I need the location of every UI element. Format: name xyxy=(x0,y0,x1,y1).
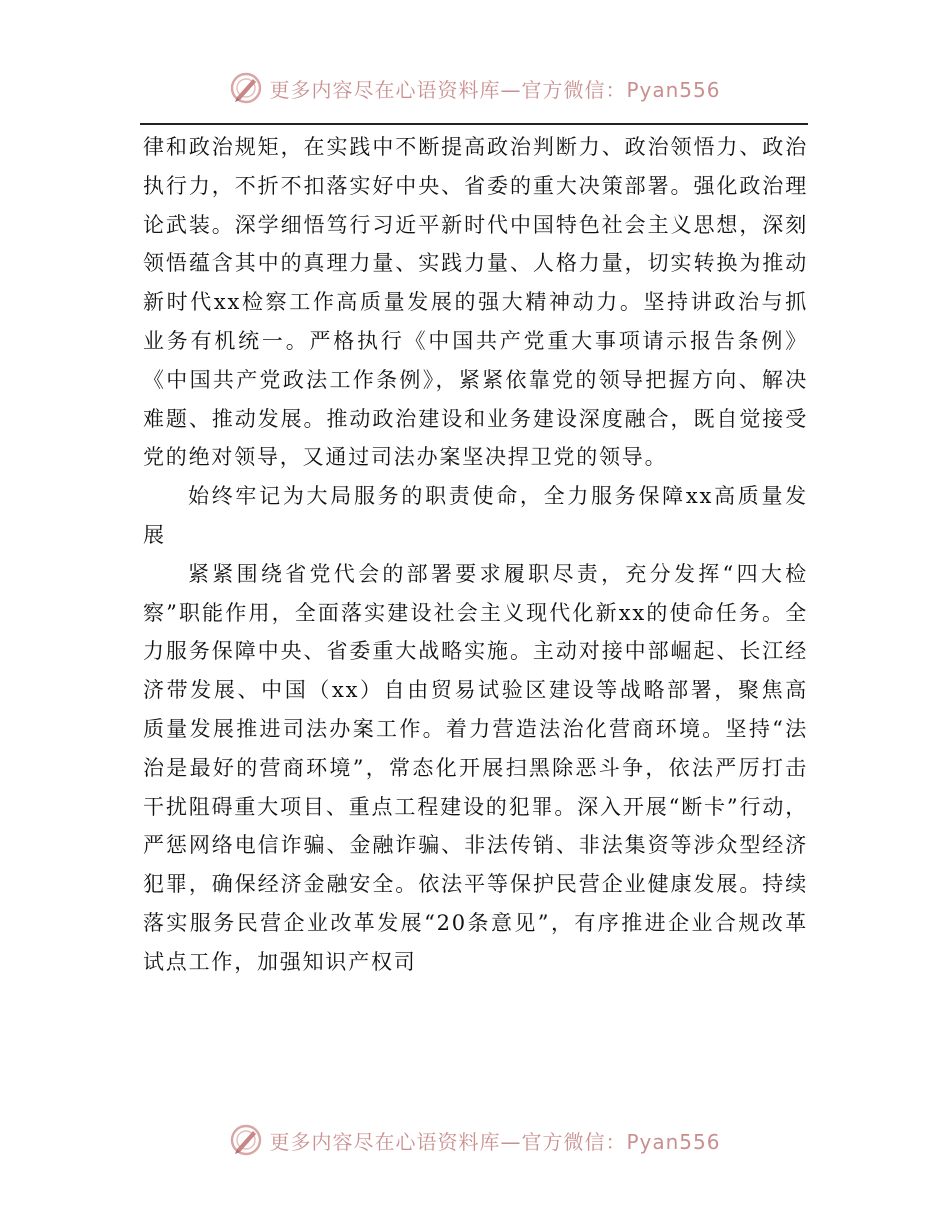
watermark-text: 更多内容尽在心语资料库—官方微信：Pyan556 xyxy=(269,77,721,102)
paragraph: 紧紧围绕省党代会的部署要求履职尽责，充分发挥“四大检察”职能作用，全面落实建设社会主义现代化新xx的使命任务。全力服务保障中央、省委重大战略实施。主动对接中部崛起、长江经济带发展、中国（xx）自由贸易试验区建设等战略部署，聚焦高质量发展推进司法办案工作。着力营造法治化营商环境。坚持“法治是最好的营商环境”，常态化开展扫黑除恶斗争，依法严厉打击干扰阻碍重大项目、重点工程建设的犯罪。深入开展“断卡”行动，严惩网络电信诈骗、金融诈骗、非法传销、非法集资等涉众型经济犯罪，确保经济金融安全。依法平等保护民营企业健康发展。持续落实服务民营企业改革发展“20条意见”，有序推进企业合规改革试点工作，加强知识产权司 xyxy=(143,561,808,974)
header-rule xyxy=(140,123,808,125)
watermark-text: 更多内容尽在心语资料库—官方微信：Pyan556 xyxy=(269,1129,721,1154)
paragraph: 律和政治规矩，在实践中不断提高政治判断力、政治领悟力、政治执行力，不折不扣落实好中央、省委的重大决策部署。强化政治理论武装。深学细悟笃行习近平新时代中国特色社会主义思想，深刻领悟蕴含其中的真理力量、实践力量、人格力量，切实转换为推动新时代xx检察工作高质量发展的强大精神动力。坚持讲政治与抓业务有机统一。严格执行《中国共产党重大事项请示报告条例》《中国共产党政法工作条例》，紧紧依靠党的领导把握方向、解决难题、推动发展。推动政治建设和业务建设深度融合，既自觉接受党的绝对领导，又通过司法办案坚决捍卫党的领导。 xyxy=(143,135,808,470)
pen-logo-icon xyxy=(229,71,263,105)
document-body xyxy=(143,128,808,982)
pen-logo-icon xyxy=(229,1123,263,1157)
footer-watermark xyxy=(0,1120,950,1160)
header-watermark xyxy=(0,68,950,108)
section-heading: 始终牢记为大局服务的职责使命，全力服务保障xx高质量发展 xyxy=(143,484,808,547)
